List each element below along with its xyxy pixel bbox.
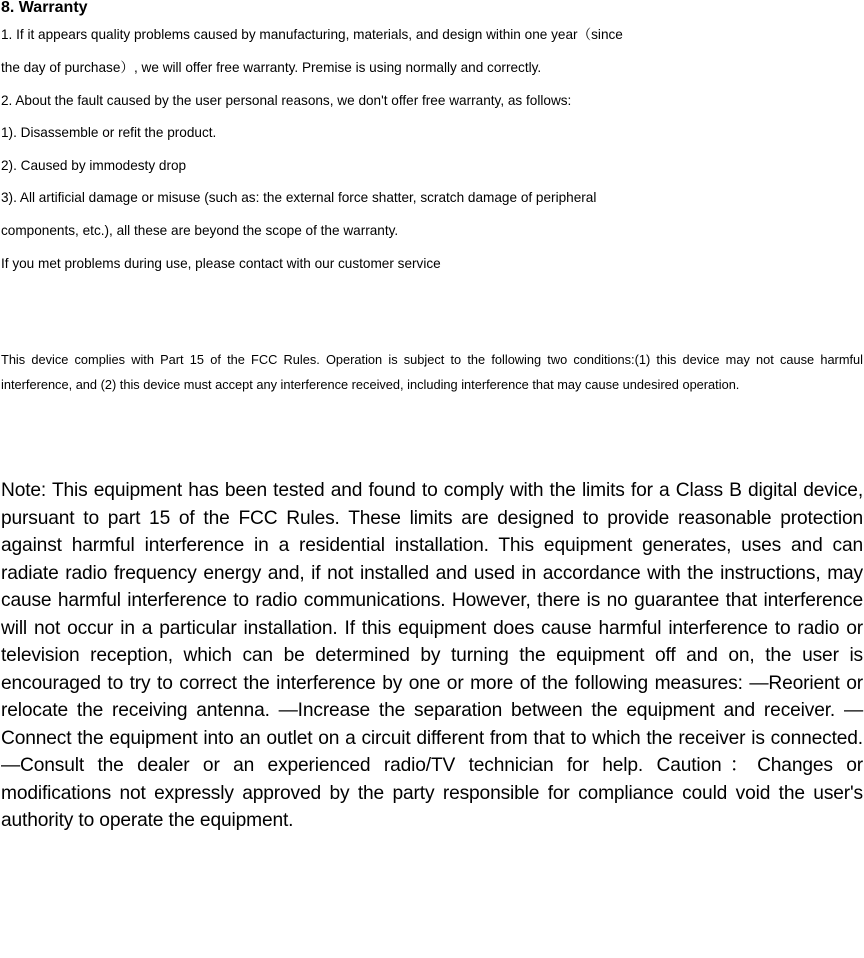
warranty-line-3: 2. About the fault caused by the user personal reasons, we don't offer free warranty, as follows: <box>1 93 572 108</box>
warranty-line-2: the day of purchase）, we will offer free warranty. Premise is using normally and correctly. <box>1 60 542 75</box>
warranty-heading: 8. Warranty <box>1 0 88 16</box>
warranty-contact-line: If you met problems during use, please contact with our customer service <box>1 256 441 271</box>
warranty-line-1: 1. If it appears quality problems caused by manufacturing, materials, and design within one year（since <box>1 27 623 42</box>
warranty-item-drop: 2). Caused by immodesty drop <box>1 158 187 173</box>
warranty-item-damage-cont: components, etc.), all these are beyond the scope of the warranty. <box>1 223 399 238</box>
warranty-item-damage: 3). All artificial damage or misuse (such as: the external force shatter, scratch damage of peripheral <box>1 190 597 205</box>
fcc-note-paragraph: Note: This equipment has been tested and found to comply with the limits for a Class B digital device, pursuant to part 15 of the FCC Rules. These limits are designed to provide reasonable protection against harmful interference in a residential installation. This equipment generates, uses and can radiate radio frequency energy and, if not installed and used in accordance with the instructions, may cause harmful interference to radio communications. However, there is no guarantee that interference will not occur in a particular installation. If this equipment does cause harmful interference to radio or television reception, which can be determined by turning the equipment off and on, the user is encouraged to try to correct the interference by one or more of the following measures: —Reorient or relocate the receiving antenna. —Increase the separation between the equipment and receiver. —Connect the equipment into an outlet on a circuit different from that to which the receiver is connected. —Consult the dealer or an experienced radio/TV technician for help. Caution：Changes or modifications not expressly approved by the party responsible for compliance could void the user's authority to operate the equipment. <box>1 480 863 831</box>
warranty-item-disassemble: 1). Disassemble or refit the product. <box>1 125 217 140</box>
fcc-compliance-statement: This device complies with Part 15 of the FCC Rules. Operation is subject to the following two conditions:(1) this device may not cause harmful interference, and (2) this device must accept any interference received, including interference that may cause undesired operation. <box>1 352 863 392</box>
